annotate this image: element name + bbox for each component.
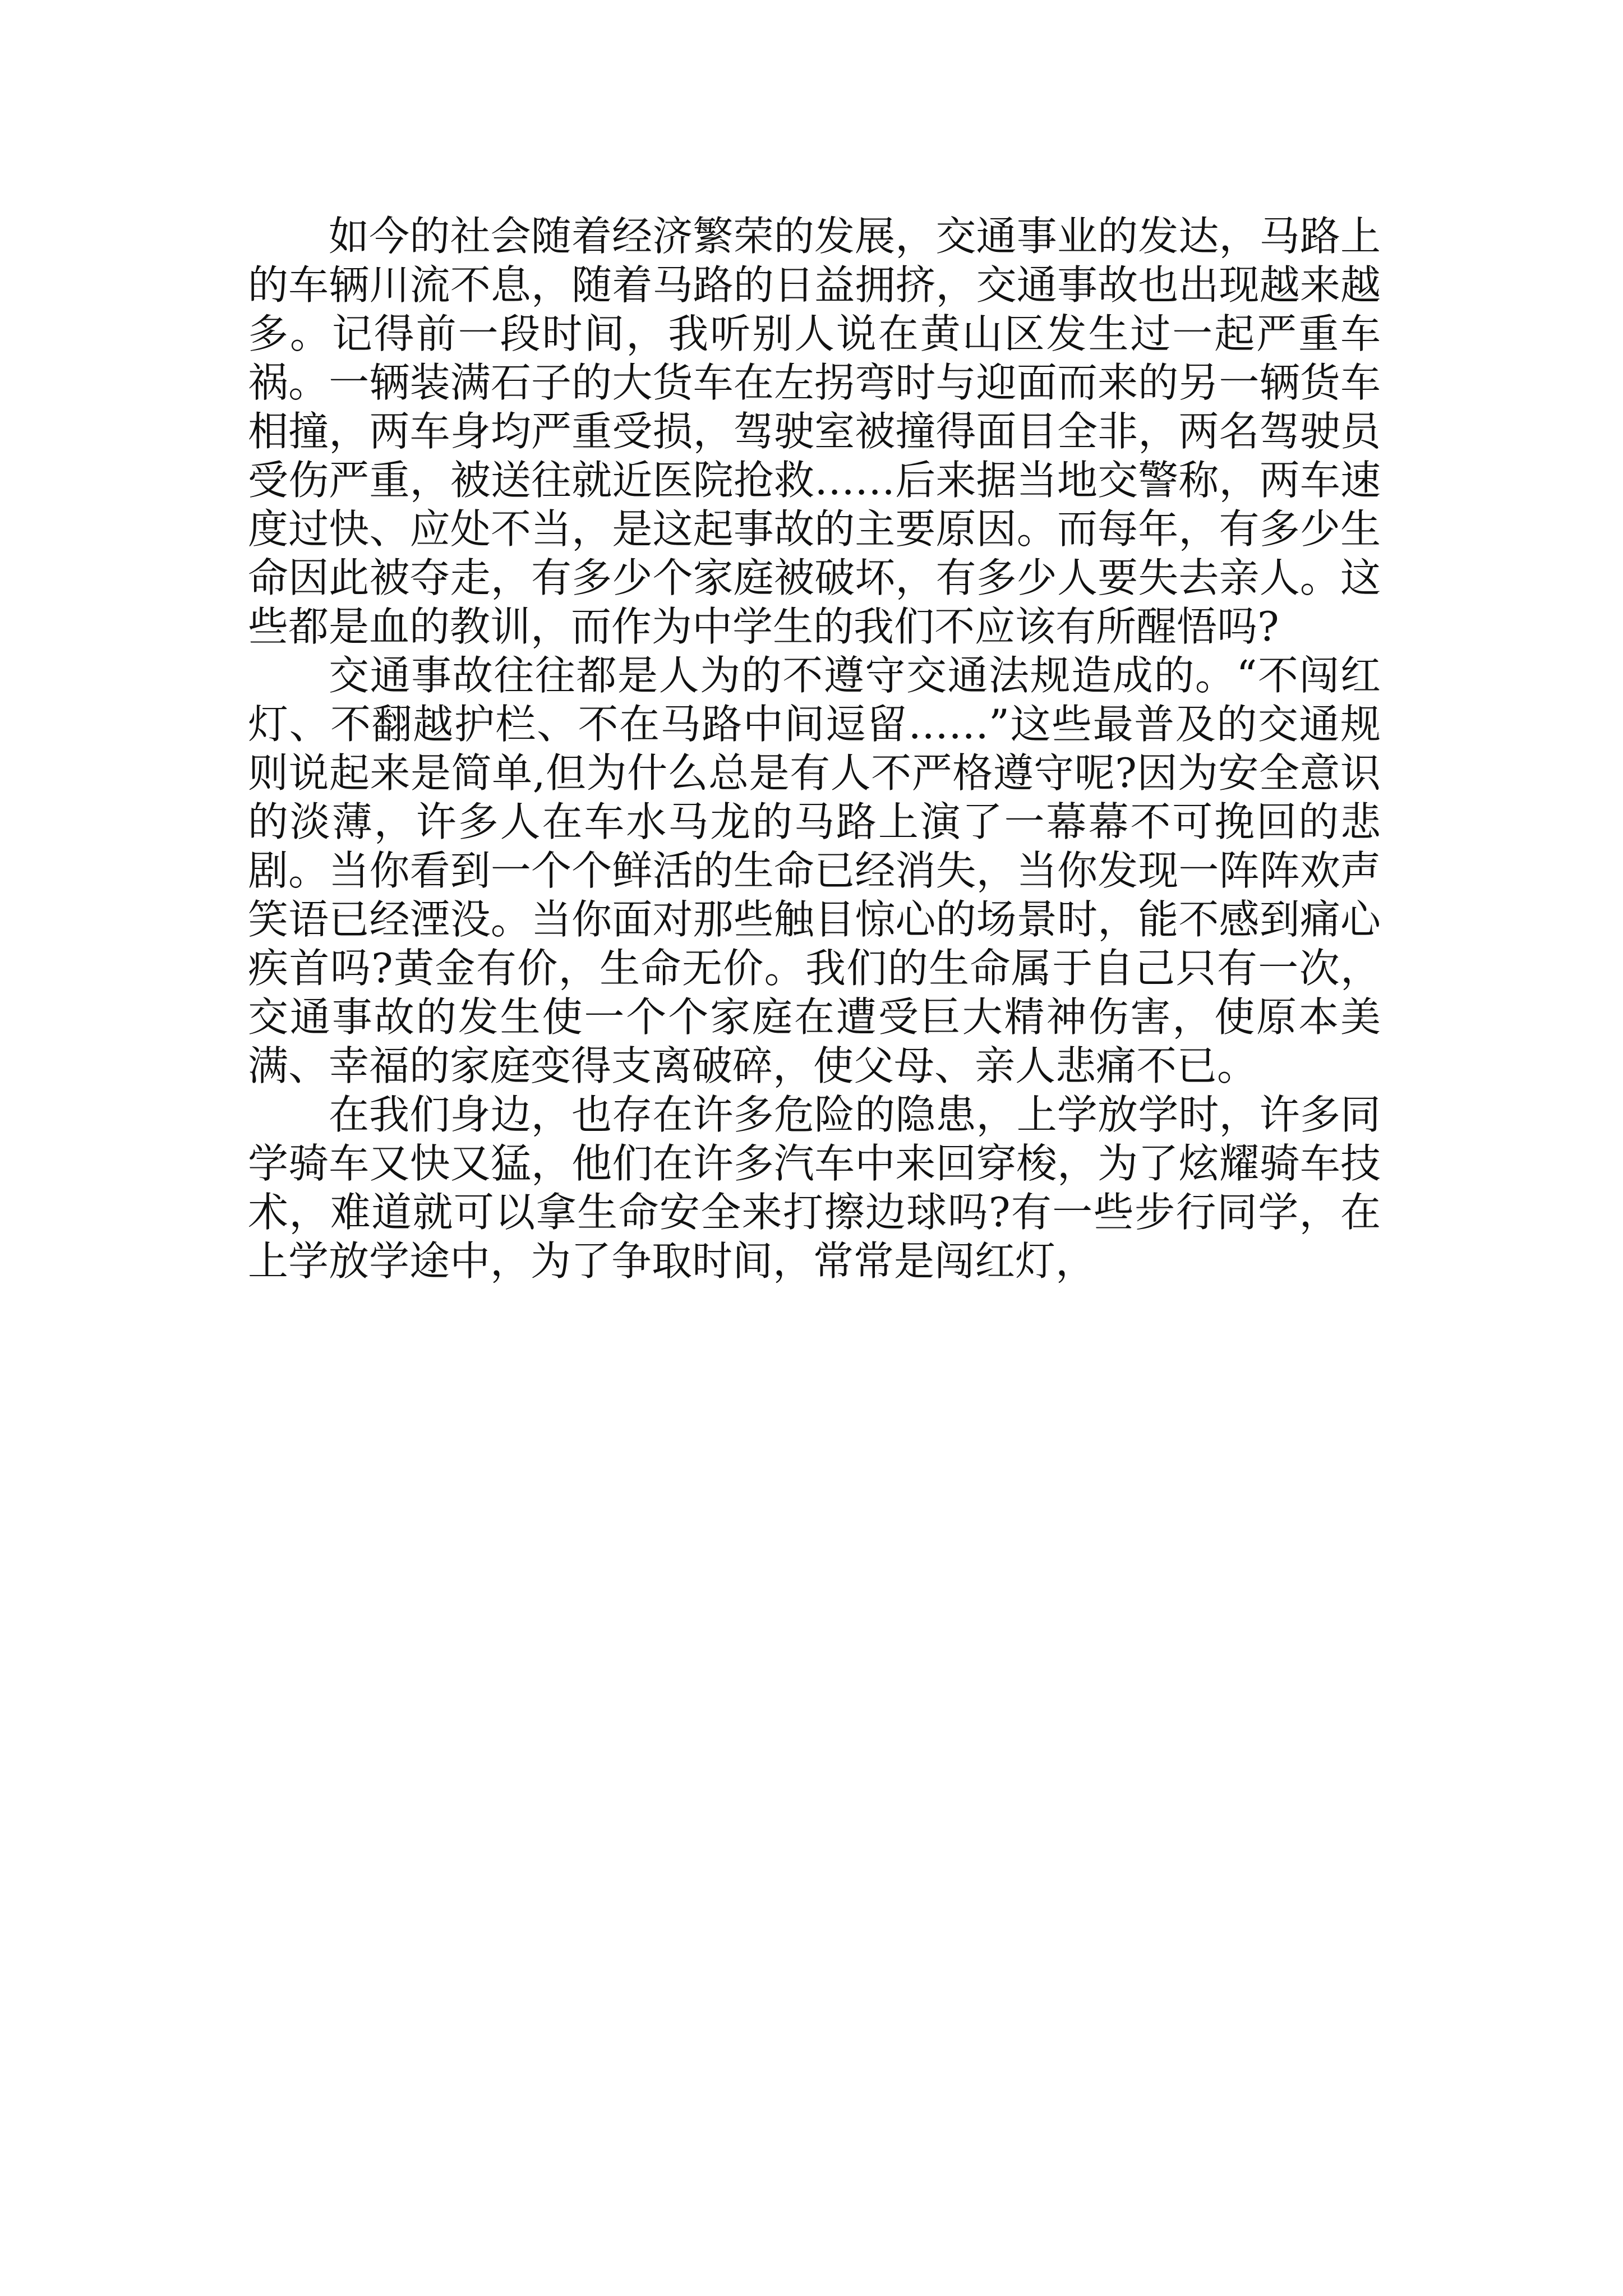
paragraph-2: 交通事故往往都是人为的不遵守交通法规造成的。“不闯红灯、不翻越护栏、不在马路中间逗留……”这些最普及的交通规则说起来是简单,但为什么总是有人不严格遵守呢?因为安全意识的淡薄，许多人在车水马龙的马路上演了一幕幕不可挽回的悲剧。当你看到一个个鲜活的生命已经消失，当你发现一阵阵欢声笑语已经湮没。当你面对那些触目惊心的场景时，能不感到痛心疾首吗?黄金有价，生命无价。我们的生命属于自己只有一次，交通事故的发生使一个个家庭在遭受巨大精神伤害，使原本美满、幸福的家庭变得支离破碎，使父母、亲人悲痛不已。 [248, 652, 1381, 1089]
paragraph-3: 在我们身边，也存在许多危险的隐患，上学放学时，许多同学骑车又快又猛，他们在许多汽车中来回穿梭，为了炫耀骑车技术，难道就可以拿生命安全来打擦边球吗?有一些步行同学，在上学放学途中，为了争取时间，常常是闯红灯， [248, 1091, 1381, 1285]
document-body [248, 212, 1381, 1286]
paragraph-1: 如今的社会随着经济繁荣的发展，交通事业的发达，马路上的车辆川流不息，随着马路的日益拥挤，交通事故也出现越来越多。记得前一段时间，我听别人说在黄山区发生过一起严重车祸。一辆装满石子的大货车在左拐弯时与迎面而来的另一辆货车相撞，两车身均严重受损，驾驶室被撞得面目全非，两名驾驶员受伤严重，被送往就近医院抢救……后来据当地交警称，两车速度过快、应处不当，是这起事故的主要原因。而每年，有多少生命因此被夺走，有多少个家庭被破坏，有多少人要失去亲人。这些都是血的教训，而作为中学生的我们不应该有所醒悟吗? [248, 213, 1381, 650]
